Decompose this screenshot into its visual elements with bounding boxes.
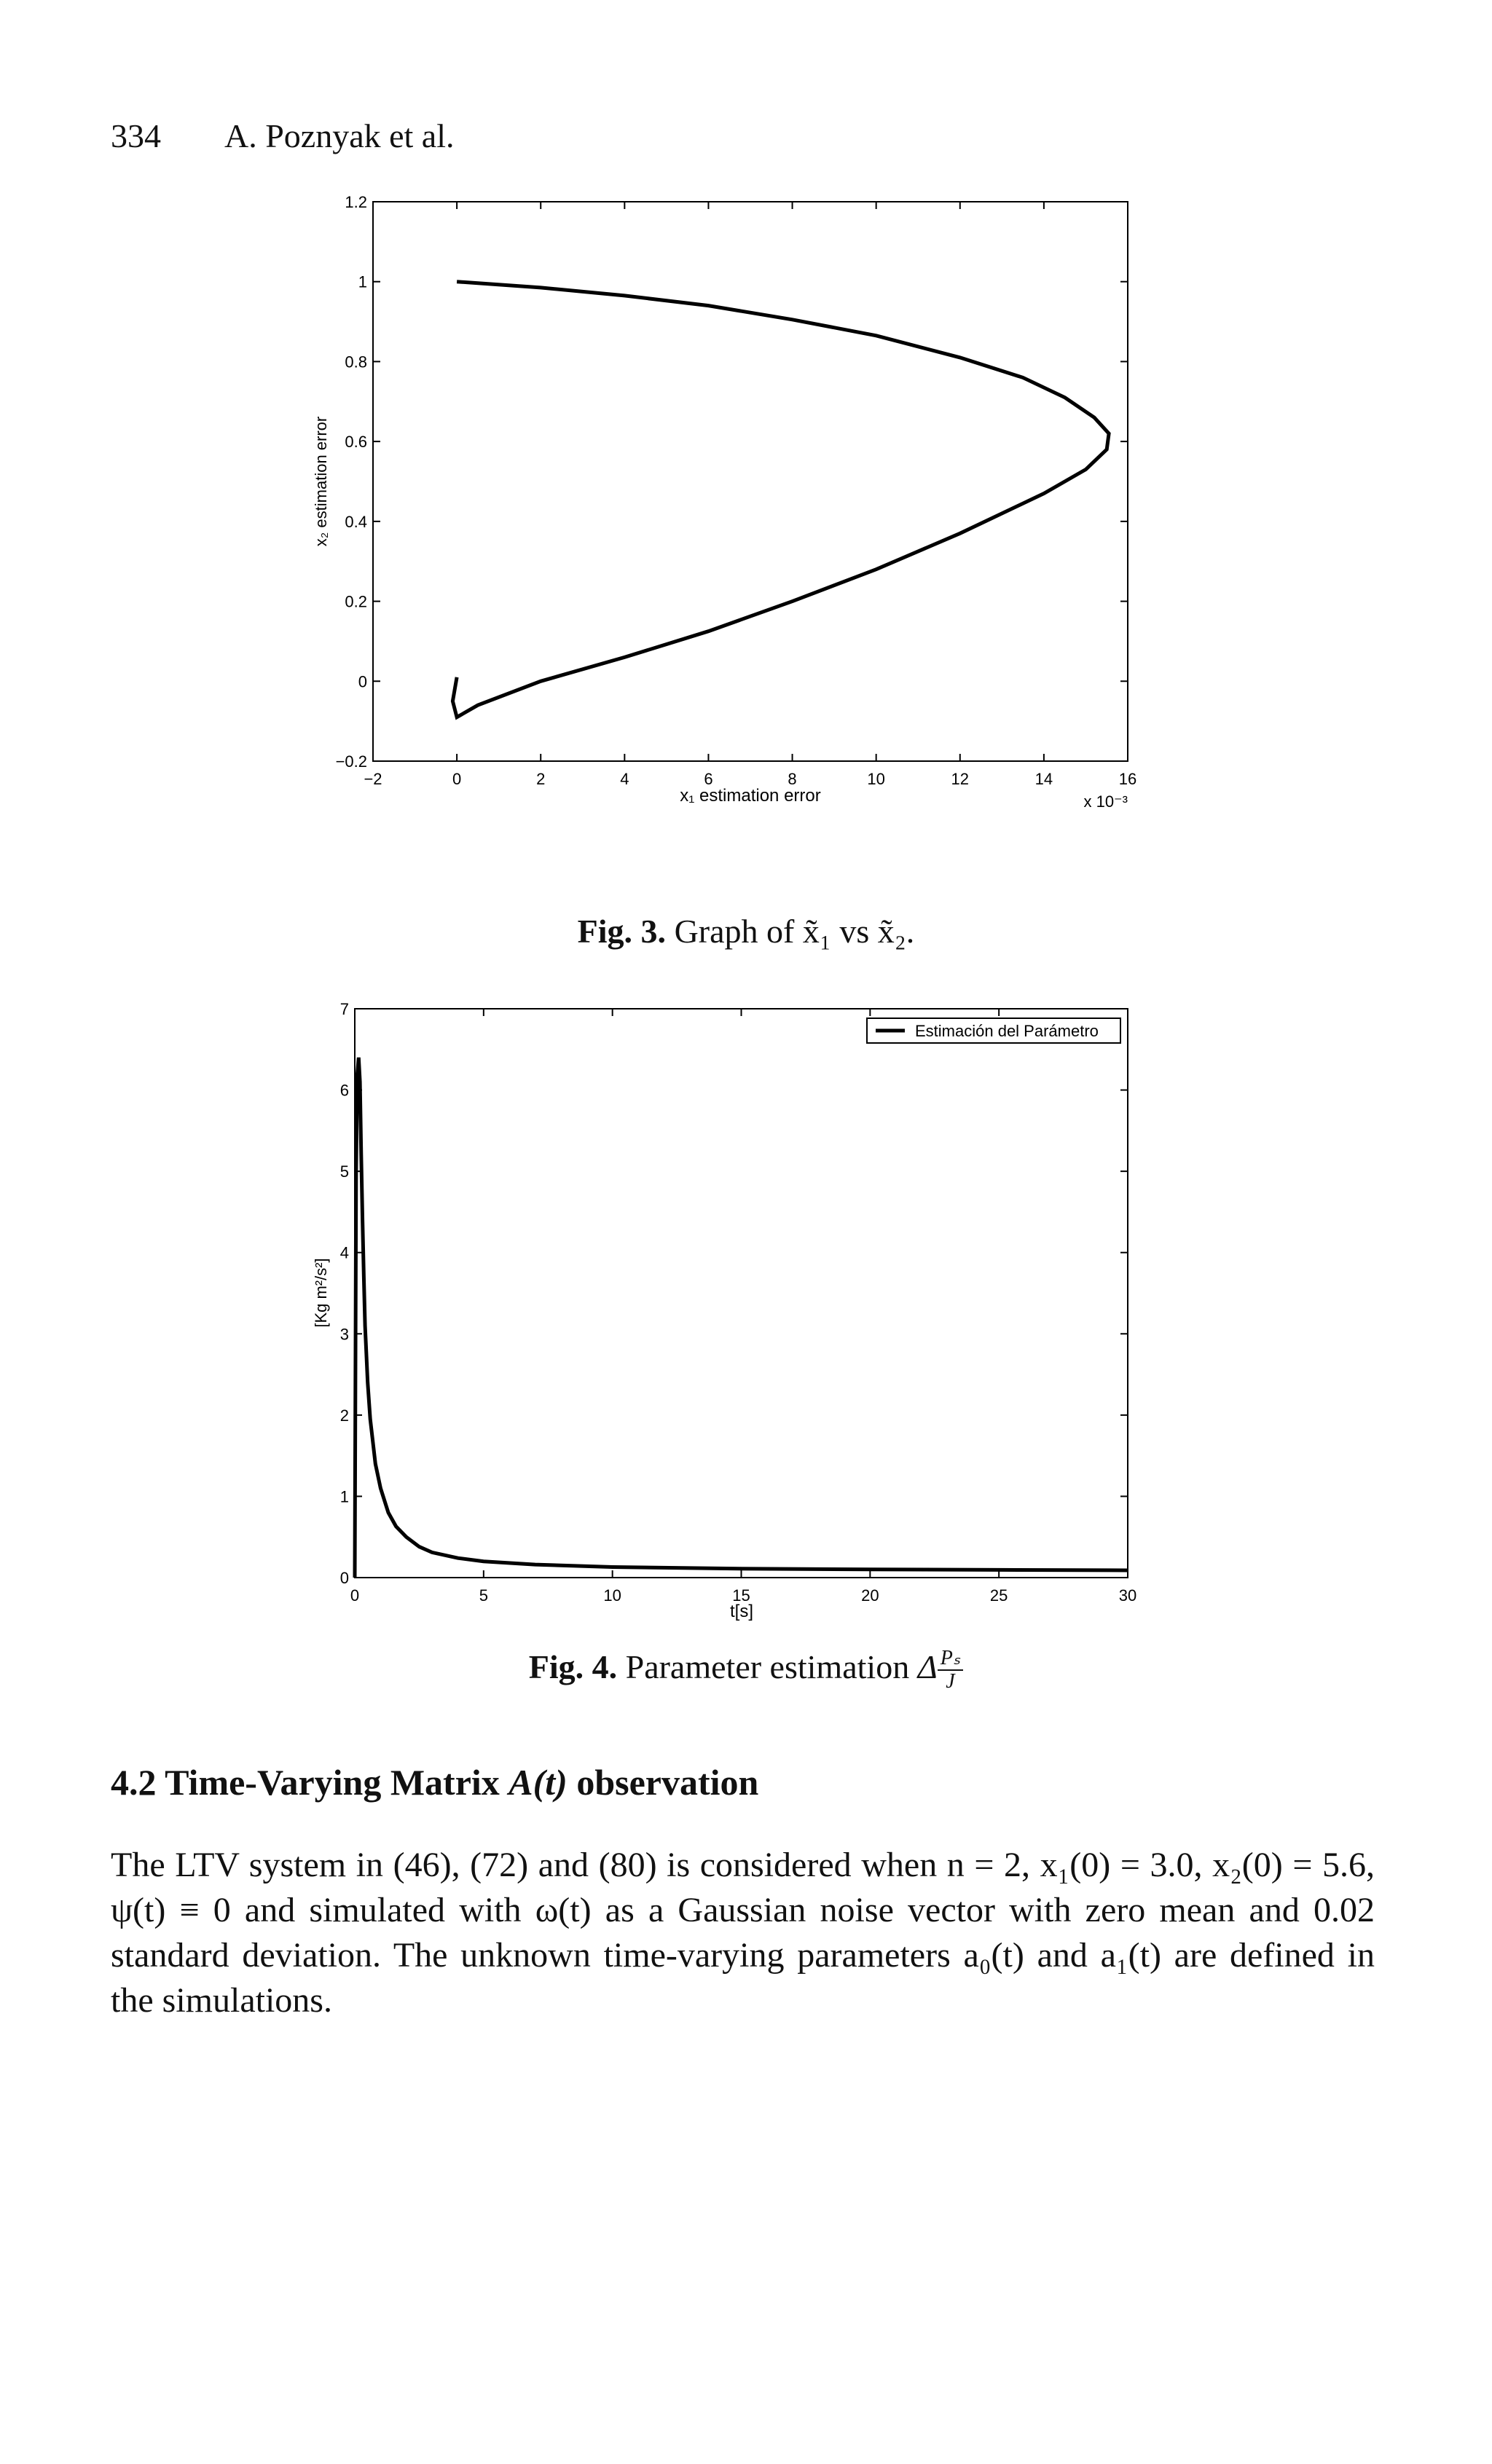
caption-text: Parameter estimation	[625, 1648, 910, 1685]
y-axis-label: [Kg m²/s²]	[312, 1258, 330, 1328]
x-tick-label: 12	[951, 770, 970, 788]
y-tick-label: 0.2	[345, 592, 367, 611]
body-paragraph: The LTV system in (46), (72) and (80) is considered when n = 2, x₁(0) = 3.0, x₂(0) = 5.6, ψ(t) ≡ 0 and simulated with ω(t) as a Gaussian noise vector with zero mean and 0.02 standard deviation. The unknown time-varying parameters a₀(t) and a₁(t) are defined in the simulations.	[111, 1846, 1375, 2020]
caption-label: Fig. 4.	[528, 1648, 618, 1685]
y-tick-label: 1.2	[345, 193, 367, 211]
section-title-tail: observation	[576, 1762, 759, 1803]
figure-3-caption	[0, 912, 1492, 950]
x-tick-label: 8	[788, 770, 797, 788]
y-tick-label: 0.6	[345, 433, 367, 452]
x-axis-label: t[s]	[729, 1602, 754, 1621]
legend-label: Estimación del Parámetro	[915, 1022, 1099, 1040]
section-title-math: A(t)	[509, 1762, 568, 1803]
figure-4-chart	[0, 983, 1492, 1639]
data-series-line	[355, 1058, 1128, 1578]
y-tick-label: 4	[339, 1243, 349, 1262]
y-tick-label: 5	[339, 1162, 349, 1181]
x-tick-label: 20	[861, 1586, 879, 1605]
x-tick-label: 4	[620, 770, 629, 788]
x-tick-label: 6	[704, 770, 713, 788]
x-tick-label: 10	[603, 1586, 621, 1605]
y-tick-label: −0.2	[335, 752, 367, 771]
x-tick-label: 5	[479, 1586, 488, 1605]
y-tick-label: 0.4	[345, 512, 367, 531]
x-tick-label: 0	[452, 770, 462, 788]
x-tick-label: 15	[732, 1586, 750, 1605]
data-series-line	[452, 282, 1109, 717]
x-tick-label: −2	[364, 770, 382, 788]
caption-text: Graph of x̃₁ vs x̃₂.	[674, 913, 915, 950]
section-title-text: Time-Varying Matrix	[165, 1762, 500, 1803]
x-tick-label: 16	[1118, 770, 1137, 788]
x-tick-label: 2	[536, 770, 546, 788]
y-tick-label: 6	[339, 1081, 349, 1100]
caption-math: Δ $\frac{\text{Pₛ}}{J}$	[918, 1648, 964, 1685]
section-number: 4.2	[111, 1762, 157, 1803]
y-tick-label: 2	[339, 1406, 349, 1425]
y-tick-label: 0	[358, 672, 367, 691]
x-tick-label: 0	[350, 1586, 360, 1605]
y-tick-label: 0.8	[345, 353, 367, 371]
figure-3-chart	[0, 175, 1492, 852]
y-tick-label: 1	[358, 272, 367, 291]
plot-frame	[355, 1009, 1128, 1578]
caption-label: Fig. 3.	[577, 913, 667, 950]
section-heading	[111, 1761, 758, 1803]
page-number: 334	[111, 117, 161, 154]
y-tick-label: 1	[339, 1487, 349, 1506]
legend	[867, 1018, 1120, 1043]
x-tick-label: 25	[989, 1586, 1008, 1605]
y-tick-label: 0	[339, 1569, 349, 1587]
page-header	[111, 117, 455, 155]
y-tick-label: 3	[339, 1325, 349, 1344]
running-authors: A. Poznyak et al.	[224, 117, 455, 154]
x-multiplier-label: x 10⁻³	[1083, 792, 1128, 811]
plot-frame	[373, 202, 1128, 761]
x-tick-label: 10	[867, 770, 885, 788]
x-tick-label: 30	[1118, 1586, 1137, 1605]
y-tick-label: 7	[339, 1000, 349, 1018]
y-axis-label: x₂ estimation error	[312, 416, 330, 547]
x-axis-label: x₁ estimation error	[680, 786, 821, 806]
x-tick-label: 14	[1034, 770, 1053, 788]
figure-4-caption	[0, 1648, 1492, 1693]
